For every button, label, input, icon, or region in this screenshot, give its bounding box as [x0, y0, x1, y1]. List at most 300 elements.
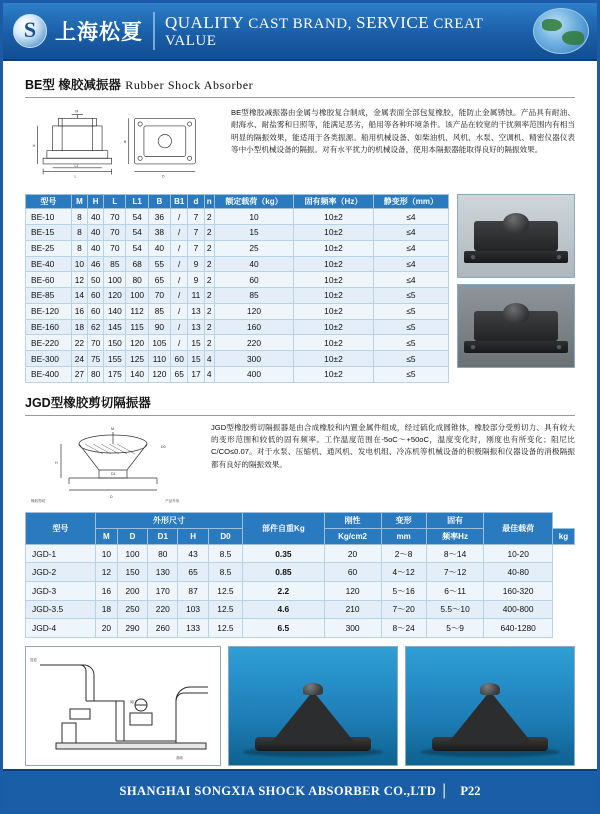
be-value-cell: 27: [71, 367, 87, 383]
jgd-value-cell: 290: [117, 619, 147, 638]
be-value-cell: 90: [148, 319, 170, 335]
svg-text:基础: 基础: [176, 755, 183, 760]
be-intro-row: [25, 105, 575, 188]
be-value-cell: 115: [126, 319, 148, 335]
svg-text:H: H: [32, 143, 36, 148]
be-value-cell: ≤5: [373, 303, 448, 319]
jgd-value-cell: 4.6: [243, 600, 324, 619]
table-row: [26, 303, 449, 319]
be-value-cell: 68: [126, 256, 148, 272]
be-value-cell: 175: [104, 367, 126, 383]
globe-icon: [533, 8, 589, 54]
be-value-cell: 10±2: [294, 335, 374, 351]
jgd-value-cell: 12.5: [208, 600, 242, 619]
be-value-cell: 65: [171, 367, 188, 383]
jgd-value-cell: 16: [95, 581, 117, 600]
be-model-cell: BE-40: [26, 256, 72, 272]
be-col-header: d: [188, 195, 204, 209]
slogan-part-3: SERVICE: [356, 12, 430, 32]
be-value-cell: 10±2: [294, 209, 374, 225]
be-value-cell: 10±2: [294, 303, 374, 319]
be-value-cell: 65: [148, 272, 170, 288]
mount-base-shape: [464, 251, 568, 263]
jgd-group-header: 型号: [26, 512, 96, 544]
be-value-cell: 11: [188, 288, 204, 304]
be-value-cell: 10±2: [294, 288, 374, 304]
be-value-cell: 75: [88, 351, 104, 367]
table-row: [26, 319, 449, 335]
jgd-model-cell: JGD-2: [26, 563, 96, 582]
be-value-cell: 2: [204, 303, 214, 319]
jgd-value-cell: 12: [95, 563, 117, 582]
jgd-value-cell: 0.85: [243, 563, 324, 582]
be-value-cell: 46: [88, 256, 104, 272]
be-model-cell: BE-85: [26, 288, 72, 304]
jgd-value-cell: 7～12: [426, 563, 484, 582]
be-col-header: 固有频率（Hz）: [294, 195, 374, 209]
be-value-cell: 100: [126, 288, 148, 304]
jgd-drawing-box: [25, 422, 201, 506]
footer-divider: |: [442, 782, 447, 799]
jgd-value-cell: 100: [117, 544, 147, 563]
be-value-cell: 145: [104, 319, 126, 335]
be-value-cell: 60: [88, 303, 104, 319]
be-value-cell: 38: [148, 224, 170, 240]
table-row: [26, 581, 575, 600]
jgd-model-cell: JGD-3.5: [26, 600, 96, 619]
be-value-cell: 400: [214, 367, 293, 383]
be-value-cell: /: [171, 240, 188, 256]
jgd-value-cell: 7～20: [381, 600, 426, 619]
table-row: [26, 224, 449, 240]
be-value-cell: 120: [214, 303, 293, 319]
jgd-value-cell: 200: [117, 581, 147, 600]
be-value-cell: /: [171, 303, 188, 319]
product-photo-be-2: [457, 284, 575, 368]
jgd-value-cell: 18: [95, 600, 117, 619]
jgd-sub-header: H: [178, 528, 208, 544]
jgd-group-header: 刚性: [324, 512, 381, 528]
be-value-cell: 2: [204, 272, 214, 288]
jgd-spec-table: [25, 512, 575, 638]
svg-text:管道: 管道: [30, 657, 37, 662]
be-value-cell: 60: [171, 351, 188, 367]
be-value-cell: 22: [71, 335, 87, 351]
svg-text:L: L: [74, 174, 77, 179]
jgd-value-cell: 4～12: [381, 563, 426, 582]
mount-bolt-icon: [556, 344, 562, 350]
be-value-cell: 80: [126, 272, 148, 288]
jgd-value-cell: 12.5: [208, 619, 242, 638]
jgd-model-cell: JGD-3: [26, 581, 96, 600]
be-model-cell: BE-60: [26, 272, 72, 288]
be-value-cell: ≤4: [373, 256, 448, 272]
be-value-cell: 10±2: [294, 256, 374, 272]
table-row: [26, 600, 575, 619]
be-value-cell: 10±2: [294, 367, 374, 383]
be-value-cell: 10±2: [294, 319, 374, 335]
slogan-part-2: CAST BRAND,: [248, 15, 352, 32]
jgd-model-cell: JGD-4: [26, 619, 96, 638]
svg-text:D1: D1: [111, 471, 116, 476]
be-value-cell: 40: [88, 240, 104, 256]
be-value-cell: 10±2: [294, 224, 374, 240]
be-value-cell: 17: [188, 367, 204, 383]
svg-text:D: D: [110, 494, 113, 499]
svg-text:橡胶剪切: 橡胶剪切: [31, 498, 46, 503]
svg-text:D0: D0: [161, 444, 166, 449]
jgd-sub-header: kg: [552, 528, 574, 544]
jgd-group-header: 变形: [381, 512, 426, 528]
jgd-value-cell: 150: [117, 563, 147, 582]
page-header: [3, 3, 597, 61]
be-value-cell: ≤5: [373, 288, 448, 304]
be-value-cell: ≤4: [373, 240, 448, 256]
jgd-sub-header: mm: [381, 528, 426, 544]
be-model-cell: BE-220: [26, 335, 72, 351]
be-value-cell: 85: [104, 256, 126, 272]
be-value-cell: 2: [204, 288, 214, 304]
table-row: [26, 563, 575, 582]
be-value-cell: 150: [104, 335, 126, 351]
jgd-technical-drawing: [25, 422, 201, 506]
jgd-sub-header: D0: [208, 528, 242, 544]
be-value-cell: 8: [71, 224, 87, 240]
be-photo-column: [457, 194, 575, 383]
be-value-cell: 120: [104, 288, 126, 304]
slogan-part-4: CREAT VALUE: [165, 15, 484, 49]
be-value-cell: 2: [204, 240, 214, 256]
be-value-cell: ≤4: [373, 272, 448, 288]
product-photo-be-1: [457, 194, 575, 278]
be-value-cell: ≤4: [373, 224, 448, 240]
be-value-cell: 105: [148, 335, 170, 351]
be-value-cell: 2: [204, 319, 214, 335]
jgd-value-cell: 640-1280: [484, 619, 552, 638]
be-value-cell: 10±2: [294, 272, 374, 288]
brand-logo: [3, 14, 143, 48]
be-value-cell: 62: [88, 319, 104, 335]
footer-company: SHANGHAI SONGXIA SHOCK ABSORBER CO.,LTD: [119, 783, 437, 798]
be-drawing-box: [25, 105, 221, 188]
be-value-cell: 120: [126, 335, 148, 351]
be-value-cell: 2: [204, 335, 214, 351]
be-value-cell: 12: [71, 272, 87, 288]
be-value-cell: 9: [188, 256, 204, 272]
be-value-cell: 55: [148, 256, 170, 272]
be-value-cell: 13: [188, 303, 204, 319]
page-footer: [3, 769, 597, 811]
jgd-value-cell: 20: [324, 544, 381, 563]
jgd-value-cell: 300: [324, 619, 381, 638]
be-value-cell: 40: [214, 256, 293, 272]
be-value-cell: 70: [104, 240, 126, 256]
be-col-header: B: [148, 195, 170, 209]
jgd-group-header: 固有: [426, 512, 484, 528]
be-value-cell: ≤5: [373, 335, 448, 351]
company-name-cn: 上海松夏: [55, 20, 143, 44]
be-model-cell: BE-25: [26, 240, 72, 256]
be-value-cell: 7: [188, 224, 204, 240]
be-value-cell: 100: [104, 272, 126, 288]
product-photo-jgd-2: [405, 646, 575, 766]
header-divider: [153, 12, 155, 50]
section-be-title-cn: BE型 橡胶减振器: [25, 78, 121, 92]
page-content: [3, 61, 597, 766]
jgd-value-cell: 87: [178, 581, 208, 600]
jgd-value-cell: 6.5: [243, 619, 324, 638]
jgd-group-header: 最佳载荷: [484, 512, 552, 544]
be-value-cell: ≤5: [373, 367, 448, 383]
be-value-cell: 13: [188, 319, 204, 335]
cone-cap-shape: [303, 683, 323, 695]
be-value-cell: 9: [188, 272, 204, 288]
be-value-cell: /: [171, 319, 188, 335]
be-col-header: n: [204, 195, 214, 209]
jgd-value-cell: 250: [117, 600, 147, 619]
jgd-value-cell: 5～16: [381, 581, 426, 600]
page-number: P22: [460, 783, 481, 798]
section-jgd-title-cn: JGD型橡胶剪切隔振器: [25, 395, 151, 410]
svg-text:阀门: 阀门: [130, 699, 137, 704]
be-value-cell: 85: [148, 303, 170, 319]
be-value-cell: 10±2: [294, 240, 374, 256]
table-row: [26, 335, 449, 351]
be-value-cell: 70: [88, 335, 104, 351]
jgd-value-cell: 210: [324, 600, 381, 619]
be-col-header: 型号: [26, 195, 72, 209]
be-value-cell: /: [171, 335, 188, 351]
be-value-cell: /: [171, 209, 188, 225]
be-model-cell: BE-15: [26, 224, 72, 240]
jgd-value-cell: 260: [148, 619, 178, 638]
jgd-sub-header: D: [117, 528, 147, 544]
be-value-cell: 2: [204, 224, 214, 240]
be-value-cell: 25: [214, 240, 293, 256]
logo-circle-icon: [13, 14, 47, 48]
cone-cap-shape: [480, 683, 500, 695]
jgd-sub-header: M: [95, 528, 117, 544]
be-value-cell: 60: [88, 288, 104, 304]
jgd-sub-header: Kg/cm2: [324, 528, 381, 544]
be-value-cell: 112: [126, 303, 148, 319]
be-value-cell: 70: [104, 224, 126, 240]
jgd-value-cell: 10: [95, 544, 117, 563]
be-value-cell: /: [171, 288, 188, 304]
be-value-cell: 60: [214, 272, 293, 288]
be-value-cell: 220: [214, 335, 293, 351]
be-col-header: B1: [171, 195, 188, 209]
mount-base-shape: [464, 341, 568, 353]
mount-bolt-icon: [470, 344, 476, 350]
jgd-model-cell: JGD-1: [26, 544, 96, 563]
be-value-cell: 10±2: [294, 351, 374, 367]
table-row: [26, 288, 449, 304]
be-value-cell: 15: [188, 351, 204, 367]
svg-text:L1: L1: [74, 163, 79, 168]
be-value-cell: 8: [71, 240, 87, 256]
be-value-cell: 70: [104, 209, 126, 225]
be-col-header: H: [88, 195, 104, 209]
be-value-cell: 16: [71, 303, 87, 319]
be-value-cell: 85: [214, 288, 293, 304]
be-value-cell: 4: [204, 367, 214, 383]
be-value-cell: 54: [126, 224, 148, 240]
section-be-title-en: Rubber Shock Absorber: [125, 78, 254, 92]
table-row: [26, 544, 575, 563]
jgd-value-cell: 0.35: [243, 544, 324, 563]
jgd-group-header: 部件自重Kg: [243, 512, 324, 544]
jgd-value-cell: 8～14: [426, 544, 484, 563]
jgd-value-cell: 400-800: [484, 600, 552, 619]
be-value-cell: 110: [148, 351, 170, 367]
jgd-sub-header: 频率Hz: [426, 528, 484, 544]
section-jgd-title: [25, 393, 575, 416]
be-value-cell: 7: [188, 240, 204, 256]
jgd-value-cell: 5～9: [426, 619, 484, 638]
jgd-group-header: 外形尺寸: [95, 512, 242, 528]
jgd-value-cell: 170: [148, 581, 178, 600]
be-value-cell: 14: [71, 288, 87, 304]
section-be-title: [25, 75, 575, 98]
product-photo-jgd-1: [228, 646, 398, 766]
table-row: [26, 351, 449, 367]
be-value-cell: ≤5: [373, 319, 448, 335]
table-row: [26, 240, 449, 256]
be-value-cell: 140: [126, 367, 148, 383]
be-value-cell: 4: [204, 351, 214, 367]
jgd-value-cell: 12.5: [208, 581, 242, 600]
table-row: [26, 619, 575, 638]
jgd-value-cell: 65: [178, 563, 208, 582]
logo-letter: S: [23, 17, 37, 42]
be-value-cell: /: [171, 272, 188, 288]
jgd-value-cell: 8.5: [208, 544, 242, 563]
be-value-cell: 120: [148, 367, 170, 383]
jgd-value-cell: 20: [95, 619, 117, 638]
be-technical-drawing: [25, 105, 221, 183]
be-value-cell: 10: [214, 209, 293, 225]
jgd-value-cell: 40-80: [484, 563, 552, 582]
be-model-cell: BE-10: [26, 209, 72, 225]
be-intro-text: BE型橡胶减振器由金属与橡胶复合制成，金属表面全部包复橡胶，能防止金属锈蚀。产品具有耐油、耐海水、耐盐雾和日照等，能满足恶劣，船用等各种环境条件。该产品在较宽的干扰频率范围内有相当明显的隔振效果，能适用于各类振源。船用机械设备、如柴油机、风机、水泵、空调机、精密仪器仪表等中小型机械设备的隔振。对有水平扰力的机械设备，使用本隔振器能取得良好的隔振效果。: [231, 108, 575, 154]
jgd-value-cell: 8.5: [208, 563, 242, 582]
be-value-cell: 54: [126, 209, 148, 225]
be-value-cell: 15: [214, 224, 293, 240]
mount-dome-shape: [503, 303, 529, 323]
mount-bolt-icon: [556, 254, 562, 260]
be-table-body: [26, 209, 449, 383]
be-table-header-row: [26, 195, 449, 209]
be-value-cell: ≤4: [373, 209, 448, 225]
jgd-value-cell: 120: [324, 581, 381, 600]
be-value-cell: 160: [214, 319, 293, 335]
jgd-value-cell: 5.5～10: [426, 600, 484, 619]
be-table-wrap: [25, 194, 449, 383]
svg-text:H: H: [55, 460, 58, 465]
be-value-cell: 125: [126, 351, 148, 367]
jgd-value-cell: 8～24: [381, 619, 426, 638]
be-col-header: L: [104, 195, 126, 209]
mount-bolt-icon: [470, 254, 476, 260]
jgd-value-cell: 160-320: [484, 581, 552, 600]
jgd-value-cell: 10-20: [484, 544, 552, 563]
cone-body-shape: [271, 691, 355, 743]
svg-text:D: D: [162, 174, 165, 179]
bottom-image-row: [25, 646, 575, 766]
be-value-cell: /: [171, 224, 188, 240]
table-row: [26, 209, 449, 225]
be-model-cell: BE-300: [26, 351, 72, 367]
be-spec-table: [25, 194, 449, 383]
be-col-header: 静变形（mm）: [373, 195, 448, 209]
svg-text:B: B: [123, 140, 127, 145]
be-value-cell: 24: [71, 351, 87, 367]
jgd-table-group-header-row: [26, 512, 575, 528]
be-value-cell: 40: [88, 209, 104, 225]
be-value-cell: 40: [148, 240, 170, 256]
be-col-header: 额定载荷（kg）: [214, 195, 293, 209]
be-value-cell: 40: [88, 224, 104, 240]
be-value-cell: 300: [214, 351, 293, 367]
be-value-cell: 155: [104, 351, 126, 367]
be-model-cell: BE-160: [26, 319, 72, 335]
be-value-cell: 18: [71, 319, 87, 335]
be-value-cell: 8: [71, 209, 87, 225]
be-value-cell: 2: [204, 256, 214, 272]
jgd-table-body: [26, 544, 575, 637]
jgd-value-cell: 133: [178, 619, 208, 638]
be-model-cell: BE-400: [26, 367, 72, 383]
be-col-header: M: [71, 195, 87, 209]
be-col-header: L1: [126, 195, 148, 209]
be-table-area: [25, 194, 575, 383]
be-model-cell: BE-120: [26, 303, 72, 319]
jgd-value-cell: 130: [148, 563, 178, 582]
jgd-intro-row: [25, 422, 575, 506]
title-rule: [25, 97, 575, 98]
jgd-value-cell: 43: [178, 544, 208, 563]
svg-text:M: M: [75, 109, 79, 114]
be-value-cell: 140: [104, 303, 126, 319]
jgd-intro-text: JGD型橡胶剪切隔振器是由合成橡胶和内置金属件组成，经过硫化成圆锥体，橡胶部分受剪切力、具有较大的变形范围和较低的固有频率。工作温度范围在-5oC～+50oC，温度变化时，刚度也有所变化；阻尼比C/CO≤0.07。对于水泵、压缩机、通风机、发电机组、冷冻机等机械设备的积极隔振和仪器设备的消极隔振都有良好的隔振效果。: [211, 422, 575, 469]
be-value-cell: 15: [188, 335, 204, 351]
be-value-cell: 10: [71, 256, 87, 272]
jgd-value-cell: 2.2: [243, 581, 324, 600]
be-value-cell: 54: [126, 240, 148, 256]
jgd-value-cell: 80: [148, 544, 178, 563]
be-value-cell: /: [171, 256, 188, 272]
title-rule: [25, 415, 575, 416]
be-value-cell: 50: [88, 272, 104, 288]
jgd-value-cell: 220: [148, 600, 178, 619]
be-value-cell: 36: [148, 209, 170, 225]
be-value-cell: 70: [148, 288, 170, 304]
jgd-value-cell: 103: [178, 600, 208, 619]
installation-diagram: [25, 646, 221, 766]
slogan-part-1: QUALITY: [165, 12, 245, 32]
table-row: [26, 256, 449, 272]
table-row: [26, 272, 449, 288]
be-value-cell: 2: [204, 209, 214, 225]
svg-text:M: M: [111, 426, 114, 431]
be-value-cell: 7: [188, 209, 204, 225]
header-slogan: [165, 13, 533, 50]
jgd-value-cell: 6～11: [426, 581, 484, 600]
cone-body-shape: [448, 691, 532, 743]
jgd-sub-header: D1: [148, 528, 178, 544]
svg-text:产品外形: 产品外形: [165, 498, 180, 503]
